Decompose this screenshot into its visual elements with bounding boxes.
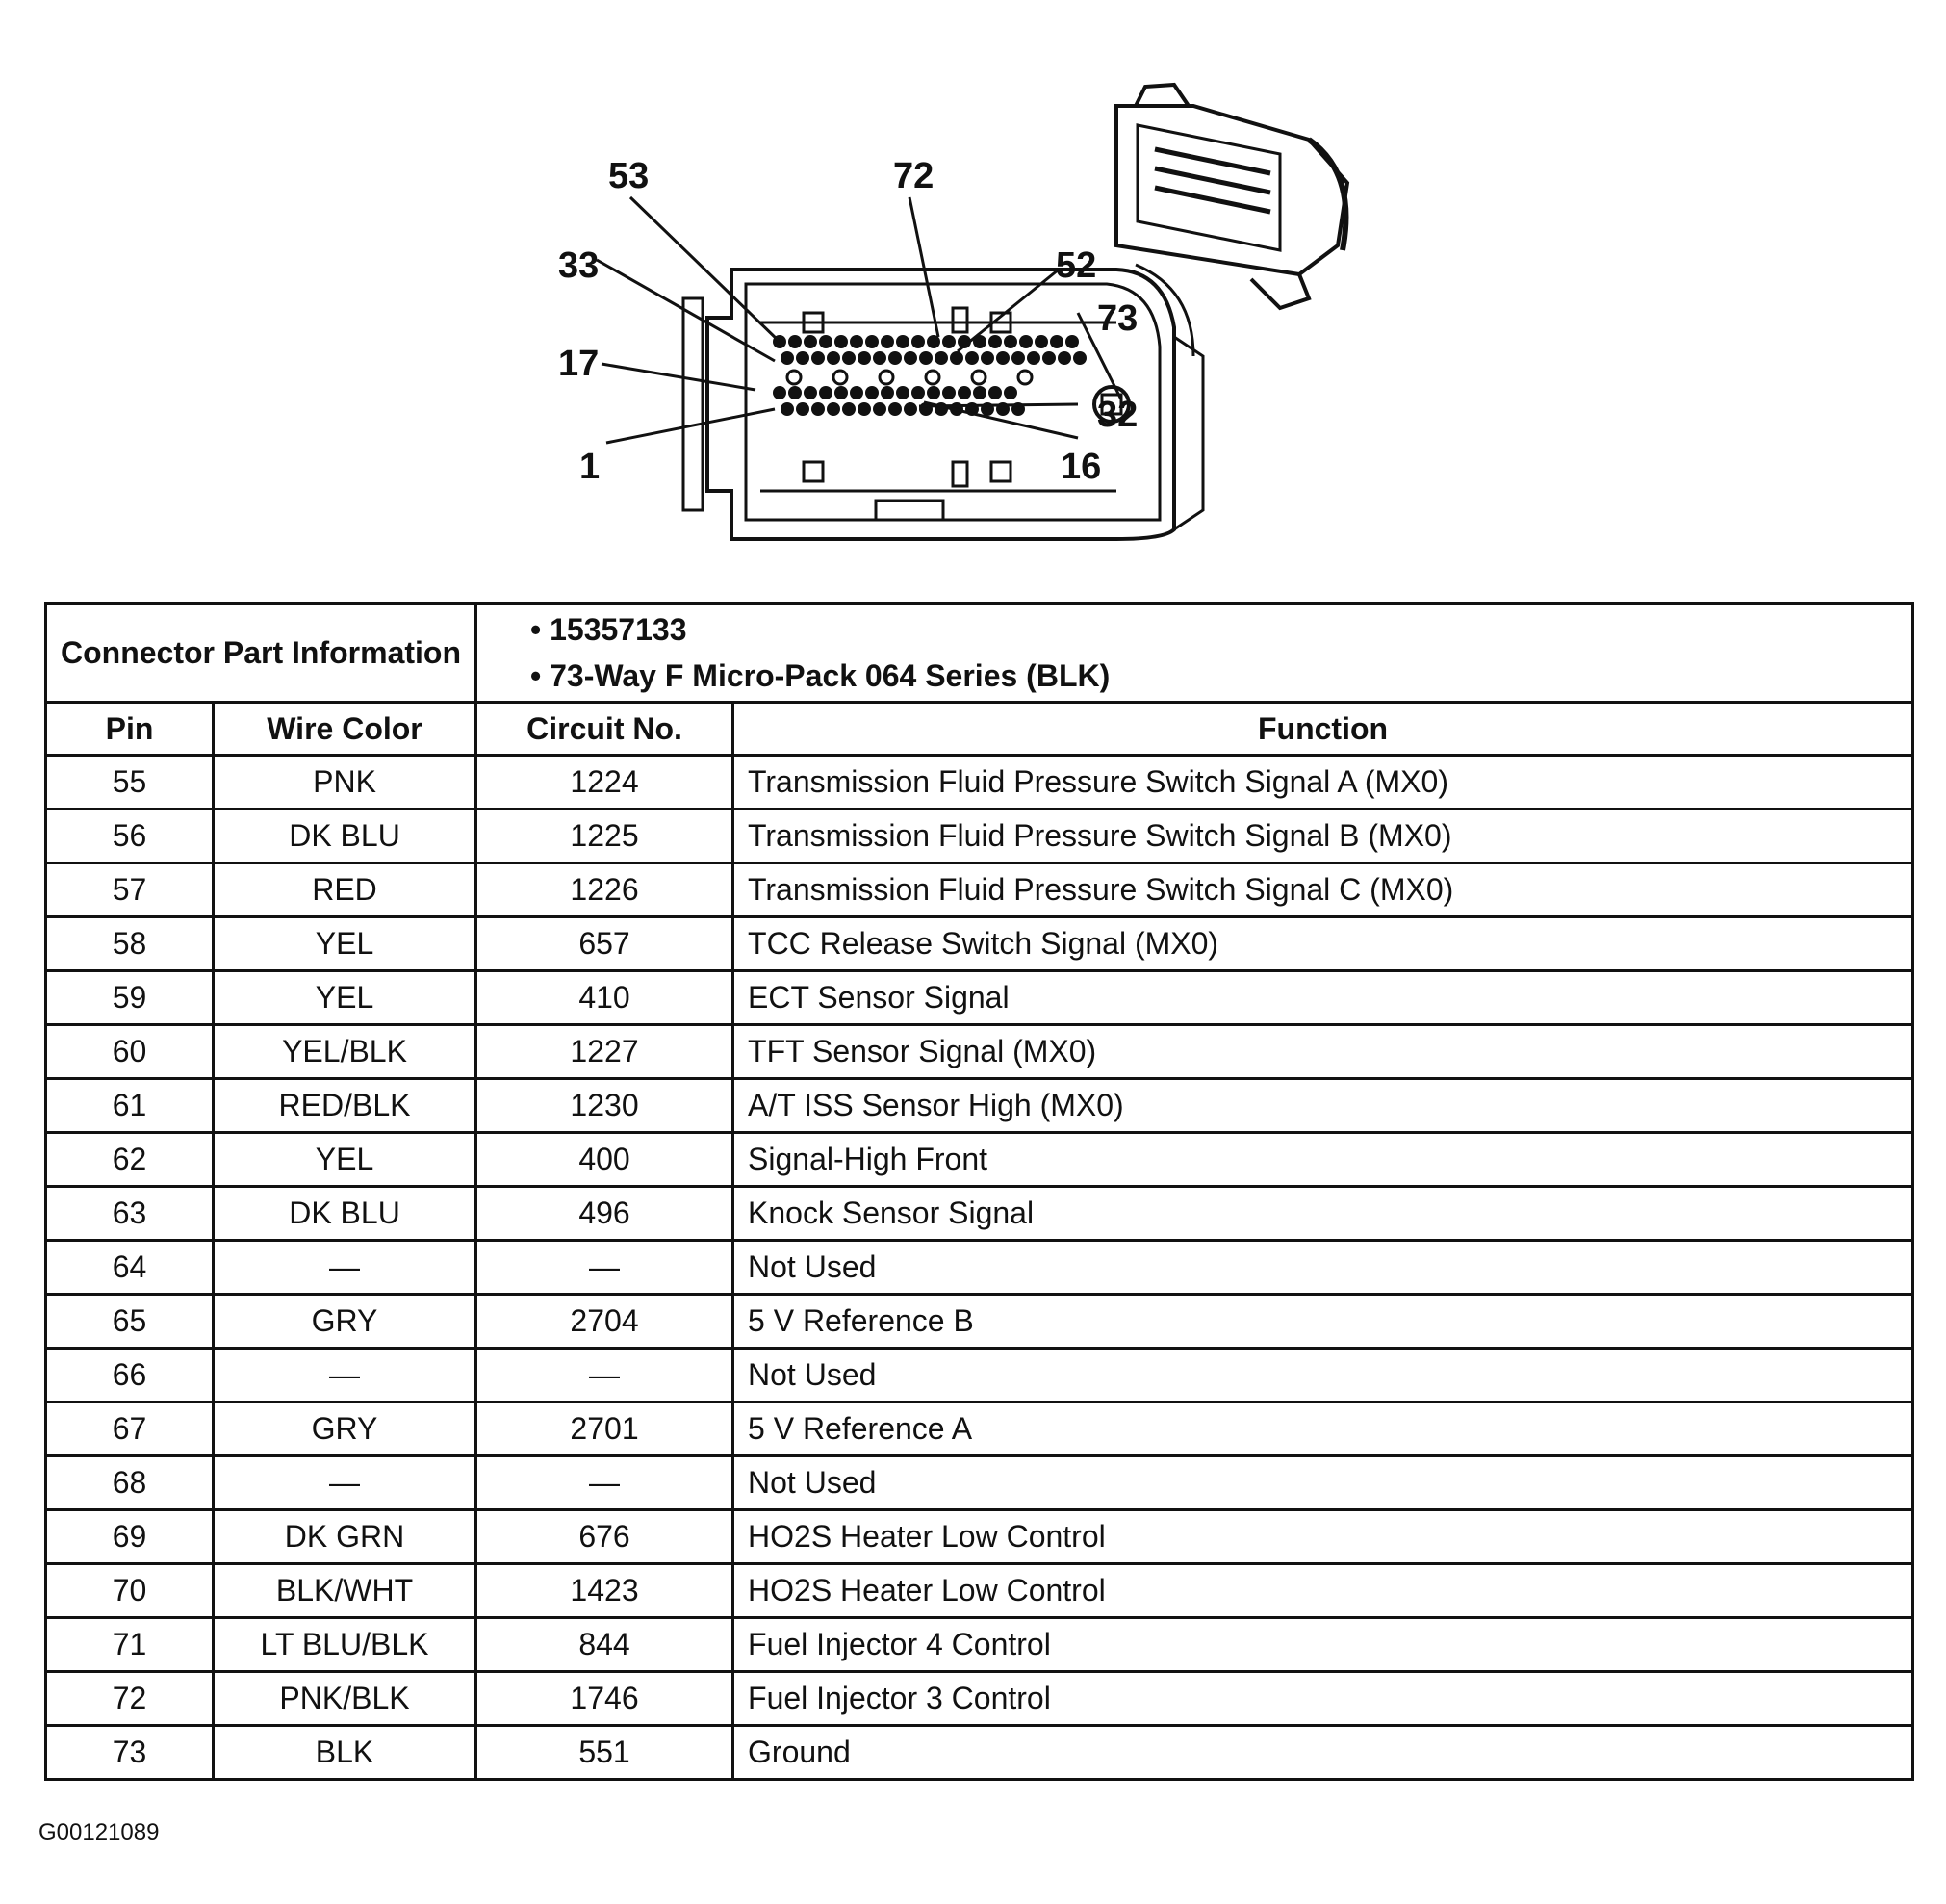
connector-diagram [539,67,1405,568]
circuit-no-cell: 1227 [476,1025,733,1079]
cavity-top-row [896,335,909,348]
cavity-upper-row [1042,351,1056,365]
part-number-text: 15357133 [550,612,687,647]
table-row [46,810,1913,863]
pin-cell: 73 [46,1726,214,1780]
connector-part-info-row [46,604,1913,703]
function-cell: Not Used [733,1456,1913,1510]
header-wire-color: Wire Color [214,703,476,756]
header-row [46,703,1913,756]
wire-color-cell: YEL/BLK [214,1025,476,1079]
function-cell: HO2S Heater Low Control [733,1510,1913,1564]
table-row [46,1618,1913,1672]
wire-color-cell: YEL [214,1133,476,1187]
cavity-upper-row [781,351,794,365]
pin-label-52: 52 [1056,245,1097,286]
cavity-upper-row [965,351,979,365]
cavity-top-row [881,335,894,348]
pin-cell: 65 [46,1295,214,1349]
cavity-upper-row [1011,351,1025,365]
cavity-bottom-row [781,402,794,416]
pin-rows [46,756,1913,1780]
cavity-upper-row [1058,351,1071,365]
pin-cell: 60 [46,1025,214,1079]
table-row [46,863,1913,917]
wire-color-cell: PNK/BLK [214,1672,476,1726]
wire-color-cell: DK BLU [214,1187,476,1241]
wire-color-cell: DK BLU [214,810,476,863]
header-pin: Pin [46,703,214,756]
cavity-lower-row [942,386,956,399]
cavity-lower-row [973,386,986,399]
pin-cell: 56 [46,810,214,863]
pin-cell: 64 [46,1241,214,1295]
circuit-no-cell: 2704 [476,1295,733,1349]
table-row [46,1295,1913,1349]
cavity-bottom-row [842,402,856,416]
table-row [46,1564,1913,1618]
pin-cell: 63 [46,1187,214,1241]
pin-label-53: 53 [608,156,650,196]
function-cell: Transmission Fluid Pressure Switch Signal C (MX0) [733,863,1913,917]
table-row [46,1726,1913,1780]
pin-cell: 69 [46,1510,214,1564]
cavity-upper-row [1027,351,1040,365]
pin-cell: 58 [46,917,214,971]
wire-color-cell: BLK [214,1726,476,1780]
header-function: Function [733,703,1913,756]
cavity-top-row [911,335,925,348]
table-row [46,756,1913,810]
wire-color-cell: — [214,1456,476,1510]
cavity-top-row [1035,335,1048,348]
function-cell: ECT Sensor Signal [733,971,1913,1025]
cavity-top-row [865,335,879,348]
cavity-middle-row [972,371,986,384]
cavity-upper-row [827,351,840,365]
cavity-lower-row [850,386,863,399]
table-head [46,604,1913,756]
connector-part-info-values [476,604,1913,703]
cavity-bottom-row [796,402,809,416]
wire-color-cell: YEL [214,971,476,1025]
pin-label-17: 17 [558,344,600,384]
wire-color-cell: YEL [214,917,476,971]
function-cell: Not Used [733,1241,1913,1295]
wire-color-cell: RED/BLK [214,1079,476,1133]
table-row [46,1672,1913,1726]
cavity-upper-row [811,351,825,365]
pin-cell: 68 [46,1456,214,1510]
cavity-lower-row [865,386,879,399]
wire-color-cell: GRY [214,1402,476,1456]
cavity-top-row [850,335,863,348]
cavity-lower-row [1004,386,1017,399]
cavity-lower-row [788,386,802,399]
pin-cell: 55 [46,756,214,810]
circuit-no-cell: 1225 [476,810,733,863]
cavity-upper-row [842,351,856,365]
function-cell: Signal-High Front [733,1133,1913,1187]
cavity-top-row [804,335,817,348]
cavity-lower-row [773,386,786,399]
cavity-upper-row [796,351,809,365]
table-row [46,1349,1913,1402]
cavity-top-row [819,335,832,348]
cavity-lower-row [927,386,940,399]
function-cell: Not Used [733,1349,1913,1402]
pin-cell: 59 [46,971,214,1025]
cavity-lower-row [958,386,971,399]
cavity-upper-row [950,351,963,365]
pin-label-73: 73 [1097,298,1139,339]
cavity-middle-row [926,371,939,384]
cavity-upper-row [919,351,933,365]
cavity-top-row [988,335,1002,348]
cavity-upper-row [888,351,902,365]
wire-color-cell: — [214,1241,476,1295]
circuit-no-cell: 496 [476,1187,733,1241]
pin-cell: 71 [46,1618,214,1672]
pinout-table [44,602,1914,1781]
pin-label-33: 33 [558,245,600,286]
wire-color-cell: DK GRN [214,1510,476,1564]
circuit-no-cell: 551 [476,1726,733,1780]
cavity-lower-row [881,386,894,399]
circuit-no-cell: — [476,1456,733,1510]
pin-label-32: 32 [1097,395,1139,435]
cavity-top-row [1019,335,1033,348]
cavity-bottom-row [811,402,825,416]
table-row [46,1133,1913,1187]
cavity-middle-row [1018,371,1032,384]
cavity-upper-row [873,351,886,365]
wire-color-cell: RED [214,863,476,917]
pin-cell: 67 [46,1402,214,1456]
function-cell: Ground [733,1726,1913,1780]
function-cell: HO2S Heater Low Control [733,1564,1913,1618]
wire-color-cell: — [214,1349,476,1402]
connector-part-info-label: Connector Part Information [46,604,476,703]
cavity-bottom-row [888,402,902,416]
cavity-upper-row [1073,351,1087,365]
table-row [46,1241,1913,1295]
cavity-lower-row [911,386,925,399]
pin-label-16: 16 [1061,447,1102,487]
circuit-no-cell: 1230 [476,1079,733,1133]
cavity-top-row [1004,335,1017,348]
function-cell: Transmission Fluid Pressure Switch Signal B (MX0) [733,810,1913,863]
table-row [46,1456,1913,1510]
cavity-bottom-row [858,402,871,416]
cavity-middle-row [880,371,893,384]
cavity-top-row [1065,335,1079,348]
cavity-upper-row [981,351,994,365]
function-cell: Transmission Fluid Pressure Switch Signal A (MX0) [733,756,1913,810]
cavity-top-row [834,335,848,348]
cavity-bottom-row [873,402,886,416]
wire-color-cell: PNK [214,756,476,810]
function-cell: Knock Sensor Signal [733,1187,1913,1241]
part-description: • 73-Way F Micro-Pack 064 Series (BLK) [530,658,1111,693]
cavity-bottom-row [827,402,840,416]
part-description-text: 73-Way F Micro-Pack 064 Series (BLK) [550,658,1111,693]
wire-color-cell: BLK/WHT [214,1564,476,1618]
table-row [46,1402,1913,1456]
circuit-no-cell: — [476,1349,733,1402]
connector-perspective-view [1116,85,1347,308]
cavity-upper-row [996,351,1010,365]
circuit-no-cell: 1224 [476,756,733,810]
cavity-upper-row [858,351,871,365]
circuit-no-cell: — [476,1241,733,1295]
cavity-lower-row [804,386,817,399]
cavity-middle-row [787,371,801,384]
circuit-no-cell: 2701 [476,1402,733,1456]
function-cell: Fuel Injector 3 Control [733,1672,1913,1726]
circuit-no-cell: 410 [476,971,733,1025]
cavity-top-row [942,335,956,348]
table-row [46,1510,1913,1564]
cavity-top-row [927,335,940,348]
cavity-lower-row [819,386,832,399]
cavity-lower-row [988,386,1002,399]
circuit-no-cell: 1423 [476,1564,733,1618]
pin-cell: 61 [46,1079,214,1133]
table-row [46,917,1913,971]
cavity-upper-row [904,351,917,365]
pin-label-1: 1 [579,447,601,487]
header-circuit-no: Circuit No. [476,703,733,756]
circuit-no-cell: 1226 [476,863,733,917]
cavity-top-row [788,335,802,348]
function-cell: 5 V Reference A [733,1402,1913,1456]
circuit-no-cell: 1746 [476,1672,733,1726]
circuit-no-cell: 657 [476,917,733,971]
table-row [46,1079,1913,1133]
cavity-lower-row [896,386,909,399]
function-cell: Fuel Injector 4 Control [733,1618,1913,1672]
function-cell: TCC Release Switch Signal (MX0) [733,917,1913,971]
function-cell: A/T ISS Sensor High (MX0) [733,1079,1913,1133]
table-row [46,971,1913,1025]
wire-color-cell: GRY [214,1295,476,1349]
function-cell: TFT Sensor Signal (MX0) [733,1025,1913,1079]
part-number: • 15357133 [530,612,687,647]
cavity-top-row [1050,335,1063,348]
table-row [46,1025,1913,1079]
pin-cell: 72 [46,1672,214,1726]
circuit-no-cell: 844 [476,1618,733,1672]
table-row [46,1187,1913,1241]
cavity-lower-row [834,386,848,399]
function-cell: 5 V Reference B [733,1295,1913,1349]
cavity-middle-row [833,371,847,384]
pin-cell: 66 [46,1349,214,1402]
pin-cell: 70 [46,1564,214,1618]
pin-cell: 62 [46,1133,214,1187]
circuit-no-cell: 676 [476,1510,733,1564]
cavity-upper-row [935,351,948,365]
circuit-no-cell: 400 [476,1133,733,1187]
pin-label-72: 72 [893,156,935,196]
cavity-bottom-row [904,402,917,416]
pin-cell: 57 [46,863,214,917]
wire-color-cell: LT BLU/BLK [214,1618,476,1672]
figure-id: G00121089 [38,1819,160,1845]
